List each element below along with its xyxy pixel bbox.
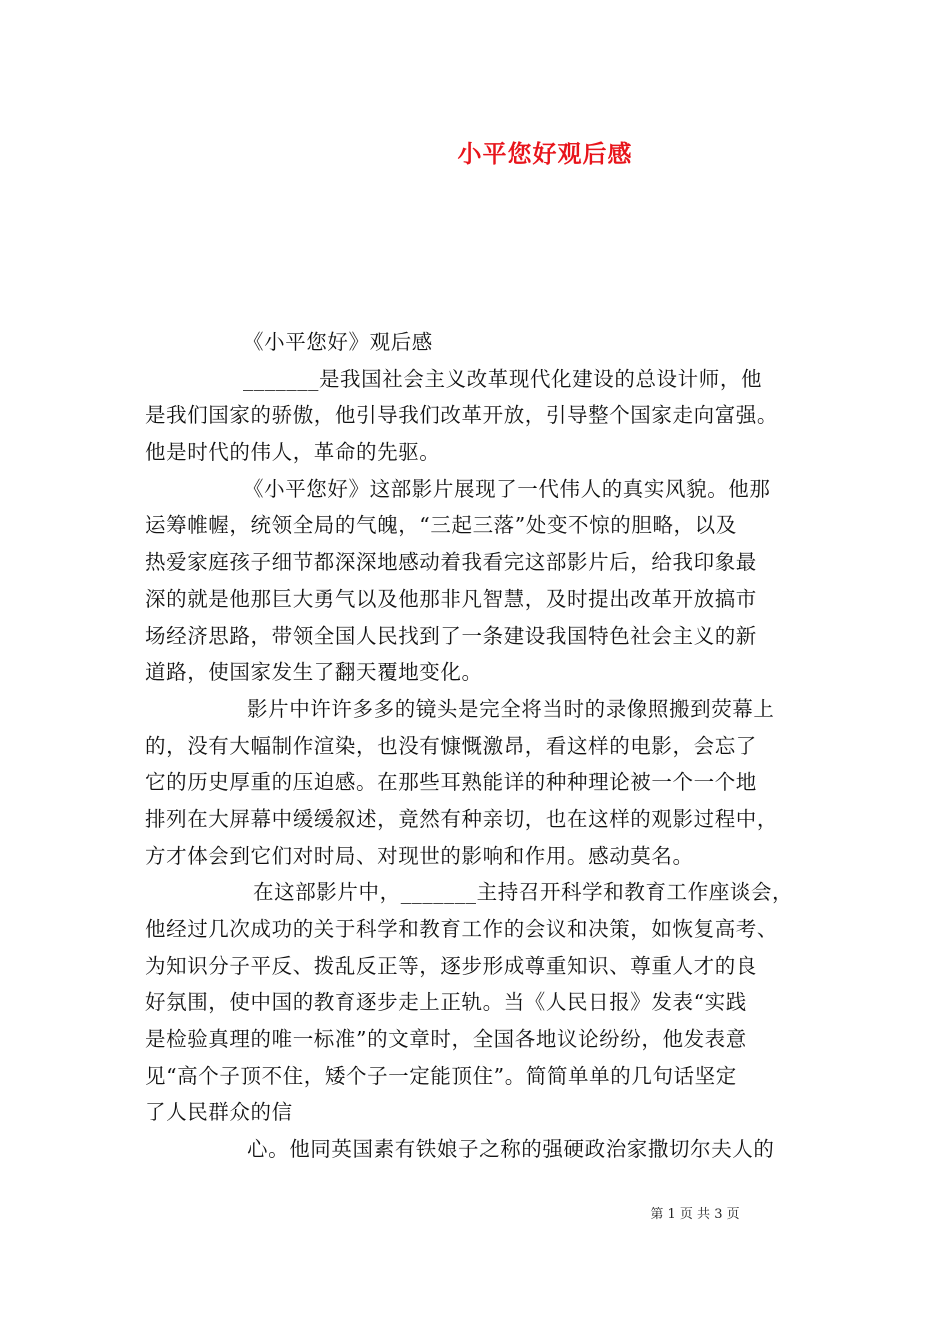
paragraph-line: 场经济思路，带领全国人民找到了一条建设我国特色社会主义的新	[145, 623, 757, 648]
paragraph-line: 影片中许许多多的镜头是完全将当时的录像照搬到荧幕上	[247, 696, 775, 721]
paragraph-line: 它的历史厚重的压迫感。在那些耳熟能详的种种理论被一个一个地	[145, 770, 757, 795]
paragraph-line: 的，没有大幅制作渲染，也没有慷慨激昂，看这样的电影，会忘了	[145, 733, 757, 758]
paragraph-line: 《小平您好》这部影片展现了一代伟人的真实风貌。他那	[243, 476, 771, 501]
paragraph-line: 道路，使国家发生了翻天覆地变化。	[145, 660, 483, 685]
paragraph-line: 他是时代的伟人，革命的先驱。	[145, 440, 441, 465]
paragraph-line: 心。他同英国素有铁娘子之称的强硬政治家撒切尔夫人的	[247, 1137, 775, 1162]
document-title: 小平您好观后感	[457, 139, 633, 168]
paragraph-line: 深的就是他那巨大勇气以及他那非凡智慧，及时提出改革开放搞市	[145, 586, 757, 611]
paragraph-line: 热爱家庭孩子细节都深深地感动着我看完这部影片后，给我印象最	[145, 550, 757, 575]
subtitle-line: 《小平您好》观后感	[243, 330, 433, 354]
paragraph-line: 在这部影片中，_______主持召开科学和教育工作座谈会，	[253, 880, 794, 905]
page-number: 第 1 页 共 3 页	[650, 1207, 740, 1222]
paragraph-line: 了人民群众的信	[145, 1100, 293, 1125]
paragraph-line: 是检验真理的唯一标准”的文章时，全国各地议论纷纷，他发表意	[145, 1027, 747, 1052]
paragraph-line: 运筹帷幄，统领全局的气魄，“三起三落”处变不惊的胆略，以及	[145, 513, 737, 538]
paragraph-line: 排列在大屏幕中缓缓叙述，竟然有种亲切，也在这样的观影过程中，	[145, 806, 778, 831]
paragraph-line: 为知识分子平反、拨乱反正等，逐步形成尊重知识、尊重人才的良	[145, 953, 757, 978]
paragraph-line: 方才体会到它们对时局、对现世的影响和作用。感动莫名。	[145, 843, 694, 868]
paragraph-line: 他经过几次成功的关于科学和教育工作的会议和决策，如恢复高考、	[145, 917, 778, 941]
paragraph-line: 见“高个子顶不住，矮个子一定能顶住”。简简单单的几句话坚定	[145, 1063, 737, 1088]
paragraph-line: 好氛围，使中国的教育逐步走上正轨。当《人民日报》发表“实践	[145, 990, 747, 1015]
document-body	[145, 324, 817, 1168]
paragraph-line: 是我们国家的骄傲，他引导我们改革开放，引导整个国家走向富强。	[145, 403, 778, 428]
paragraph-line: _______是我国社会主义改革现代化建设的总设计师，他	[243, 366, 763, 391]
